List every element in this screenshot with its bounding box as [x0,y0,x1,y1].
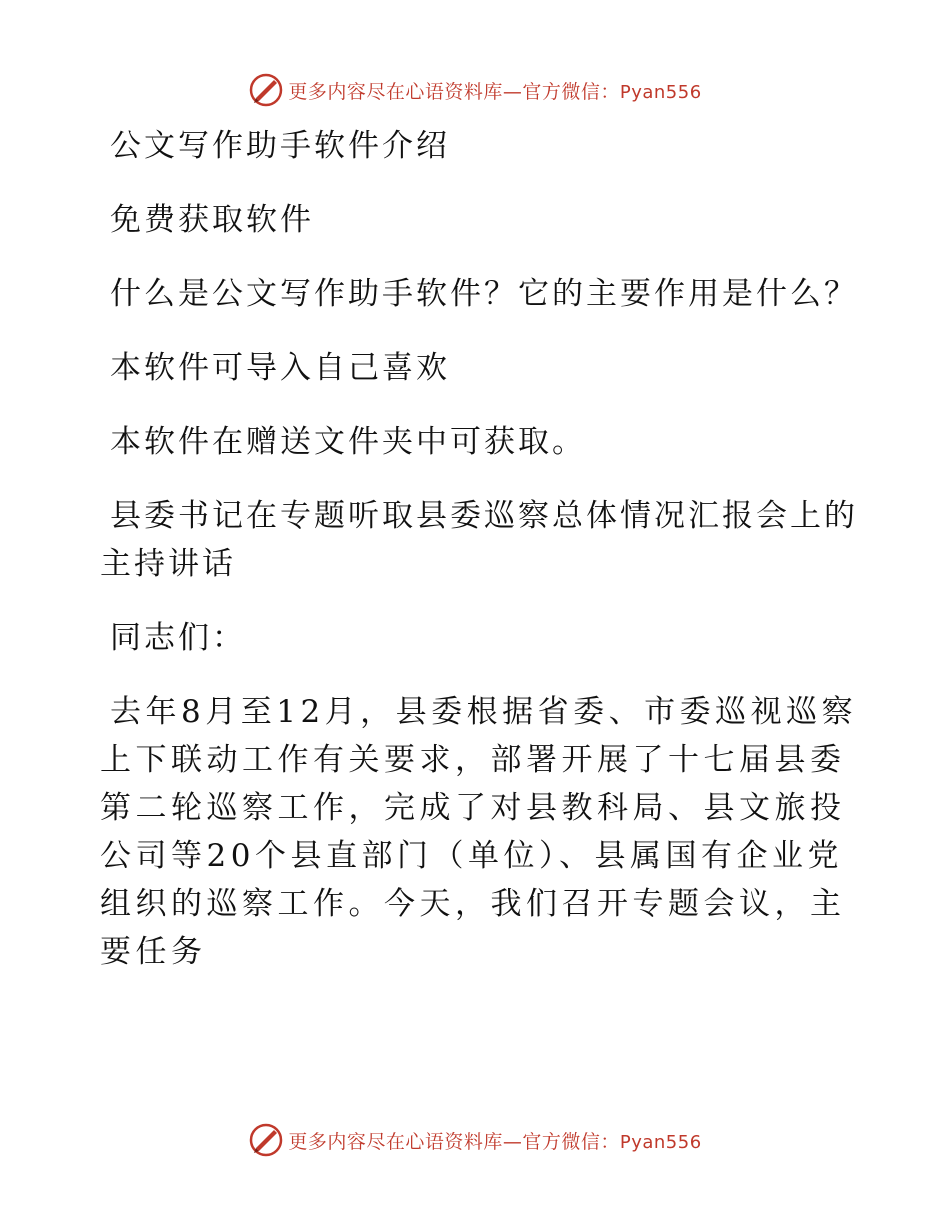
watermark-handle: Pyan556 [619,1131,702,1153]
paragraph-salutation: 同志们： [110,620,246,656]
paragraph-title: 公文写作助手软件介绍 [110,128,450,164]
paragraph-gift-folder: 本软件在赠送文件夹中可获取。 [110,424,586,460]
paragraph-free-download: 免费获取软件 [110,202,314,238]
watermark-footer [0,1120,950,1160]
watermark-header [0,70,950,110]
paragraph-question: 什么是公文写作助手软件？它的主要作用是什么？ [110,276,858,312]
watermark-label: 更多内容尽在心语资料库—官方微信： [288,1130,620,1153]
pen-logo-icon [248,1122,284,1158]
watermark-handle: Pyan556 [619,81,702,103]
watermark-label: 更多内容尽在心语资料库—官方微信： [288,80,620,103]
watermark-text [288,77,701,104]
pen-logo-icon [248,72,284,108]
watermark-text [288,1127,701,1154]
paragraph-import: 本软件可导入自己喜欢 [110,350,450,386]
paragraph-body: 去年8月至12月，县委根据省委、市委巡视巡察上下联动工作有关要求，部署开展了十七届县委第二轮巡察工作，完成了对县教科局、县文旅投公司等20个县直部门（单位）、县属国有企业党组织的巡察工作。今天，我们召开专题会议，主要任务 [100,694,858,970]
paragraph-speech-title: 县委书记在专题听取县委巡察总体情况汇报会上的主持讲话 [100,498,858,582]
document-body [100,122,860,1002]
